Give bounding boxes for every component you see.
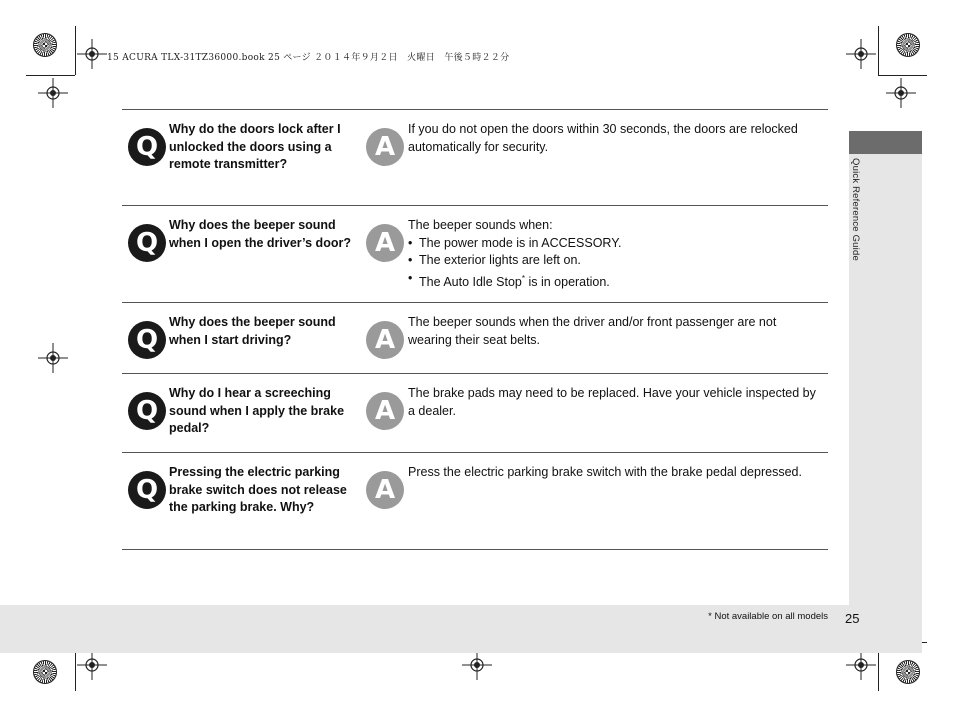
list-item-text-tail: is in operation.: [524, 274, 610, 289]
answer-icon: A: [366, 224, 404, 262]
qa-table: [122, 109, 828, 550]
list-item: [408, 235, 818, 253]
registration-mark-icon: [886, 78, 916, 108]
list-item-text: The Auto Idle Stop: [419, 274, 522, 289]
list-item: [408, 270, 818, 292]
qa-row: [122, 453, 828, 550]
crop-line: [75, 26, 76, 75]
page-number: 25: [845, 611, 860, 626]
question-icon: Q: [128, 128, 166, 166]
crop-line: [878, 75, 927, 76]
question-text: Why do the doors lock after I unlocked the doors using a remote transmitter?: [169, 122, 341, 171]
book-info-header: 15 ACURA TLX-31TZ36000.book 25 ページ ２０１４年９月２日 火曜日 午後５時２２分: [107, 53, 510, 63]
answer-icon: A: [366, 471, 404, 509]
answer-text: If you do not open the doors within 30 seconds, the doors are relocked automatically for security.: [408, 122, 798, 154]
answer-intro: The beeper sounds when:: [408, 218, 553, 232]
crop-line: [26, 75, 75, 76]
qa-row: [122, 110, 828, 206]
answer-icon: A: [366, 392, 404, 430]
footnote-marker: *: [521, 273, 525, 283]
color-rosette-bottom-right: [896, 660, 920, 684]
answer-icon: A: [366, 128, 404, 166]
sidebar-section-title: Quick Reference Guide: [850, 158, 861, 261]
crop-line: [878, 26, 879, 75]
color-rosette-top-right: [896, 33, 920, 57]
registration-mark-icon: [846, 650, 876, 680]
question-icon: Q: [128, 224, 166, 262]
answer-text: The beeper sounds when the driver and/or front passenger are not wearing their seat belts.: [408, 315, 777, 347]
sidebar-tab: [849, 131, 922, 154]
registration-mark-icon: [38, 343, 68, 373]
list-item: [408, 252, 818, 270]
qa-row: [122, 374, 828, 453]
qa-row: [122, 206, 828, 303]
registration-mark-icon: [846, 39, 876, 69]
qa-row: [122, 303, 828, 374]
answer-bullet-list: [408, 235, 818, 292]
question-text: Why does the beeper sound when I open the driver’s door?: [169, 218, 351, 250]
question-icon: Q: [128, 392, 166, 430]
registration-mark-icon: [38, 78, 68, 108]
registration-mark-icon: [462, 650, 492, 680]
question-text: Pressing the electric parking brake switch does not release the parking brake. Why?: [169, 465, 347, 514]
list-item-text: The exterior lights are left on.: [419, 253, 581, 267]
question-text: Why does the beeper sound when I start driving?: [169, 315, 336, 347]
answer-text: [408, 217, 818, 291]
answer-text: Press the electric parking brake switch with the brake pedal depressed.: [408, 465, 802, 479]
footnote: * Not available on all models: [708, 611, 828, 622]
registration-mark-icon: [77, 39, 107, 69]
question-icon: Q: [128, 321, 166, 359]
registration-mark-icon: [77, 650, 107, 680]
question-text: Why do I hear a screeching sound when I apply the brake pedal?: [169, 386, 345, 435]
question-icon: Q: [128, 471, 166, 509]
answer-icon: A: [366, 321, 404, 359]
color-rosette-bottom-left: [33, 660, 57, 684]
color-rosette-top-left: [33, 33, 57, 57]
list-item-text: The power mode is in ACCESSORY.: [419, 235, 622, 250]
answer-text: The brake pads may need to be replaced. Have your vehicle inspected by a dealer.: [408, 386, 816, 418]
